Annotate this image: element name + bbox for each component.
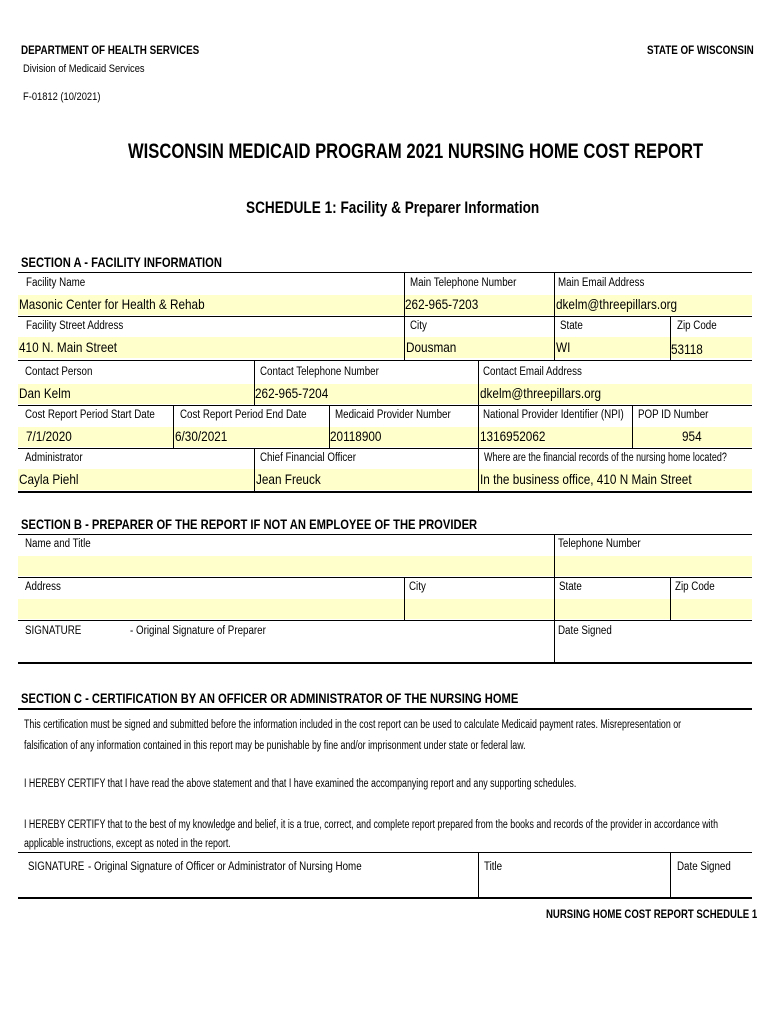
administrator-label: Administrator xyxy=(25,452,83,464)
page-subtitle: SCHEDULE 1: Facility & Preparer Information xyxy=(246,198,540,217)
section-a-top-rule xyxy=(18,272,752,273)
pop-id-label: POP ID Number xyxy=(638,409,709,421)
b-row2-rule xyxy=(18,620,752,621)
b-row3-rule xyxy=(18,662,752,664)
period-start-field[interactable]: 7/1/2020 xyxy=(26,428,72,444)
page-title: WISCONSIN MEDICAID PROGRAM 2021 NURSING HOME COST REPORT xyxy=(128,140,704,163)
row3-fill xyxy=(18,384,752,404)
section-b-heading: SECTION B - PREPARER OF THE REPORT IF NOT AN EMPLOYEE OF THE PROVIDER xyxy=(21,516,478,532)
preparer-state-label: State xyxy=(559,581,582,593)
officer-signature-note: - Original Signature of Officer or Administrator of Nursing Home xyxy=(88,861,362,873)
officer-signature-field[interactable] xyxy=(18,877,478,896)
officer-date-label: Date Signed xyxy=(677,861,731,873)
section-a-heading: SECTION A - FACILITY INFORMATION xyxy=(21,254,222,270)
main-email-field[interactable]: dkelm@threepillars.org xyxy=(556,296,678,312)
contact-email-field[interactable]: dkelm@threepillars.org xyxy=(480,385,602,401)
preparer-date-label: Date Signed xyxy=(558,625,612,637)
certification-text-1a: This certification must be signed and submitted before the information included in the cost report can be used to calculate Medicaid payment rates. Misrepresentation or xyxy=(24,719,682,731)
main-phone-label: Main Telephone Number xyxy=(410,277,517,289)
preparer-city-label: City xyxy=(409,581,426,593)
v-rule xyxy=(478,448,479,491)
officer-title-field[interactable] xyxy=(479,877,670,896)
preparer-zip-field[interactable] xyxy=(671,599,752,619)
cfo-label: Chief Financial Officer xyxy=(260,452,356,464)
preparer-signature-note: - Original Signature of Preparer xyxy=(130,625,266,637)
division-name: Division of Medicaid Services xyxy=(23,63,145,75)
row5-rule xyxy=(18,491,752,493)
preparer-zip-label: Zip Code xyxy=(675,581,715,593)
contact-email-label: Contact Email Address xyxy=(483,366,582,378)
medicaid-provider-label: Medicaid Provider Number xyxy=(335,409,451,421)
preparer-address-label: Address xyxy=(25,581,61,593)
street-field[interactable]: 410 N. Main Street xyxy=(19,339,118,355)
records-location-field[interactable]: In the business office, 410 N Main Street xyxy=(480,471,692,487)
certification-text-3b: applicable instructions, except as noted in the report. xyxy=(24,838,231,850)
footer-label: NURSING HOME COST REPORT SCHEDULE 1 xyxy=(546,907,758,921)
city-label: City xyxy=(410,320,427,332)
contact-phone-label: Contact Telephone Number xyxy=(260,366,379,378)
row3-rule xyxy=(18,405,752,406)
main-phone-field[interactable]: 262-965-7203 xyxy=(405,296,479,312)
v-rule xyxy=(554,273,555,316)
zip-field[interactable]: 53118 xyxy=(671,341,703,357)
certification-text-3a: I HEREBY CERTIFY that to the best of my knowledge and belief, it is a true, correct, and complete report prepared from the books and records of the provider in accordance with xyxy=(24,819,718,831)
npi-label: National Provider Identifier (NPI) xyxy=(483,409,624,421)
npi-field[interactable]: 1316952062 xyxy=(480,428,546,444)
cfo-field[interactable]: Jean Freuck xyxy=(256,471,321,487)
section-c-top-rule xyxy=(18,708,752,710)
preparer-phone-label: Telephone Number xyxy=(558,538,641,550)
preparer-phone-field[interactable] xyxy=(555,556,752,576)
contact-phone-field[interactable]: 262-965-7204 xyxy=(255,385,329,401)
zip-label: Zip Code xyxy=(677,320,717,332)
period-end-label: Cost Report Period End Date xyxy=(180,409,307,421)
department-name: DEPARTMENT OF HEALTH SERVICES xyxy=(21,43,200,57)
period-end-field[interactable]: 6/30/2021 xyxy=(175,428,228,444)
signature-row-top-rule xyxy=(18,852,752,853)
row2-rule xyxy=(18,360,752,361)
preparer-signature-label: SIGNATURE xyxy=(25,625,82,637)
facility-name-field[interactable]: Masonic Center for Health & Rehab xyxy=(19,296,205,312)
officer-signature-label: SIGNATURE xyxy=(28,861,85,873)
state-field[interactable]: WI xyxy=(556,339,571,355)
preparer-name-field[interactable] xyxy=(18,556,554,576)
certification-text-1b: falsification of any information contained in this report may be punishable by fine and/or imprisonment under state or federal law. xyxy=(24,740,526,752)
city-field[interactable]: Dousman xyxy=(406,339,457,355)
v-rule xyxy=(478,405,479,448)
b-row1-rule xyxy=(18,577,752,578)
contact-person-label: Contact Person xyxy=(25,366,93,378)
v-rule xyxy=(404,316,405,360)
contact-person-field[interactable]: Dan Kelm xyxy=(19,385,71,401)
officer-date-field[interactable] xyxy=(671,877,752,896)
row1-rule xyxy=(18,316,752,317)
preparer-address-field[interactable] xyxy=(18,599,404,619)
medicaid-provider-field[interactable]: 20118900 xyxy=(330,428,382,444)
preparer-city-field[interactable] xyxy=(405,599,554,619)
administrator-field[interactable]: Cayla Piehl xyxy=(19,471,79,487)
preparer-name-label: Name and Title xyxy=(25,538,91,550)
officer-title-label: Title xyxy=(484,861,503,873)
street-label: Facility Street Address xyxy=(26,320,124,332)
main-email-label: Main Email Address xyxy=(558,277,645,289)
v-rule xyxy=(478,360,479,405)
form-id: F-01812 (10/2021) xyxy=(23,91,101,103)
section-b-top-rule xyxy=(18,534,752,535)
signature-row-bottom-rule xyxy=(18,897,752,899)
facility-name-label: Facility Name xyxy=(26,277,86,289)
row4-rule xyxy=(18,448,752,449)
v-rule xyxy=(554,316,555,360)
records-location-label: Where are the financial records of the nursing home located? xyxy=(484,452,727,464)
certification-text-2: I HEREBY CERTIFY that I have read the above statement and that I have examined the accompanying report and any supporting schedules. xyxy=(24,778,577,790)
preparer-date-field[interactable] xyxy=(555,642,752,661)
section-c-heading: SECTION C - CERTIFICATION BY AN OFFICER OR ADMINISTRATOR OF THE NURSING HOME xyxy=(21,690,519,706)
preparer-signature-field[interactable] xyxy=(18,642,554,661)
preparer-state-field[interactable] xyxy=(555,599,670,619)
state-label: State xyxy=(560,320,583,332)
v-rule xyxy=(254,448,255,491)
state-name: STATE OF WISCONSIN xyxy=(647,43,754,57)
pop-id-field[interactable]: 954 xyxy=(682,428,702,444)
period-start-label: Cost Report Period Start Date xyxy=(25,409,155,421)
